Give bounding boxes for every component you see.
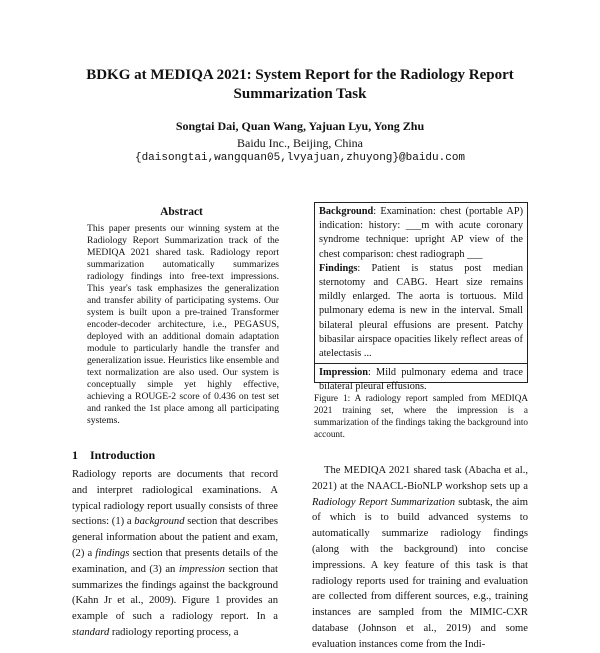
right-column-paragraph: The MEDIQA 2021 shared task (Abacha et al., 2021) at the NAACL-BioNLP workshop sets up a Radiology Report Summarization subtask, the aim of which is to build advanced systems to automatically summarize radiology findings (along with the background) into concise impressions. A key feature of this task is that radiology reports used for training and evaluation are collected from different sources, e.g., training instances are sampled from the MIMIC-CXR database (Johnson et al., 2019) and some evaluation instances come from the Indi- — [312, 465, 528, 650]
findings-text: : Patient is status post median sternotomy and CABG. Heart size remains mildly enlarged. The aorta is tortuous. Mild pulmonary edema is new in the interval. Small bilateral pleural effusions are present. Patchy bibasilar airspace opacities likely reflect areas of atelectasis ... — [319, 262, 523, 360]
author-emails[interactable]: {daisongtai,wangquan05,lvyajuan,zhuyong}@baidu.com — [134, 152, 466, 164]
findings-label: Findings — [319, 262, 358, 274]
task-name: Radiology Report Summarization — [312, 496, 456, 508]
term-standard: standard — [72, 626, 110, 638]
abstract-text: This paper presents our winning system at the Radiology Report Summarization track of the MEDIQA 2021 shared task. Radiology report summarization automatically summarizes radiology findings into free-text impressions. This year's task emphasizes the generalization and transfer ability of participating systems. Our system is built upon a pre-trained Transformer encoder-decoder architecture, i.e., PEGASUS, deployed with an additional domain adaptation module to particularly handle the transfer and generalization issue. Heuristics like ensemble and text normalization are also used. Our system is conceptually simple yet highly effective, achieving a ROUGE-2 score of 0.436 on test set and ranked the 1st place among all participating systems. — [87, 223, 279, 426]
term-findings: findings — [95, 547, 130, 559]
abstract-heading: Abstract — [160, 206, 203, 218]
term-background: background — [134, 516, 185, 528]
introduction-paragraph: Radiology reports are documents that record and interpret radiological examinations. A typical radiology report usually consists of three sections: (1) a background section that describes general information about the patient and exam, (2) a findings section that presents details of the examination, and (3) an impression section that summarizes the findings against the background (Kahn Jr et al., 2009). Figure 1 provides an example of such a radiology report. In a standard radiology reporting process, a — [72, 469, 278, 638]
paper-authors: Songtai Dai, Quan Wang, Yajuan Lyu, Yong Zhu — [175, 119, 425, 133]
impression-label: Impression — [319, 367, 369, 379]
figure-1-caption: Figure 1: A radiology report sampled from MEDIQA 2021 training set, where the impression is a summarization of the findings taking the background into account. — [314, 393, 528, 439]
section-title: Introduction — [90, 448, 156, 462]
paper-title: BDKG at MEDIQA 2021: System Report for the Radiology Report Summarization Task — [86, 67, 514, 102]
figure-1-report-box — [314, 202, 528, 393]
figure-background-findings — [315, 203, 527, 363]
impression-text: : Mild pulmonary edema and trace bilateral pleural effusions. — [319, 367, 523, 393]
section-number: 1 — [72, 448, 78, 462]
author-affiliation: Baidu Inc., Beijing, China — [237, 136, 363, 150]
section-heading-introduction — [72, 448, 155, 463]
background-text: : Examination: chest (portable AP) indication: history: ___m with acute coronary syndrome technique: upright AP view of the chest comparison: chest radiograph ___ — [319, 206, 523, 260]
term-impression: impression — [178, 563, 225, 575]
background-label: Background — [319, 206, 374, 217]
